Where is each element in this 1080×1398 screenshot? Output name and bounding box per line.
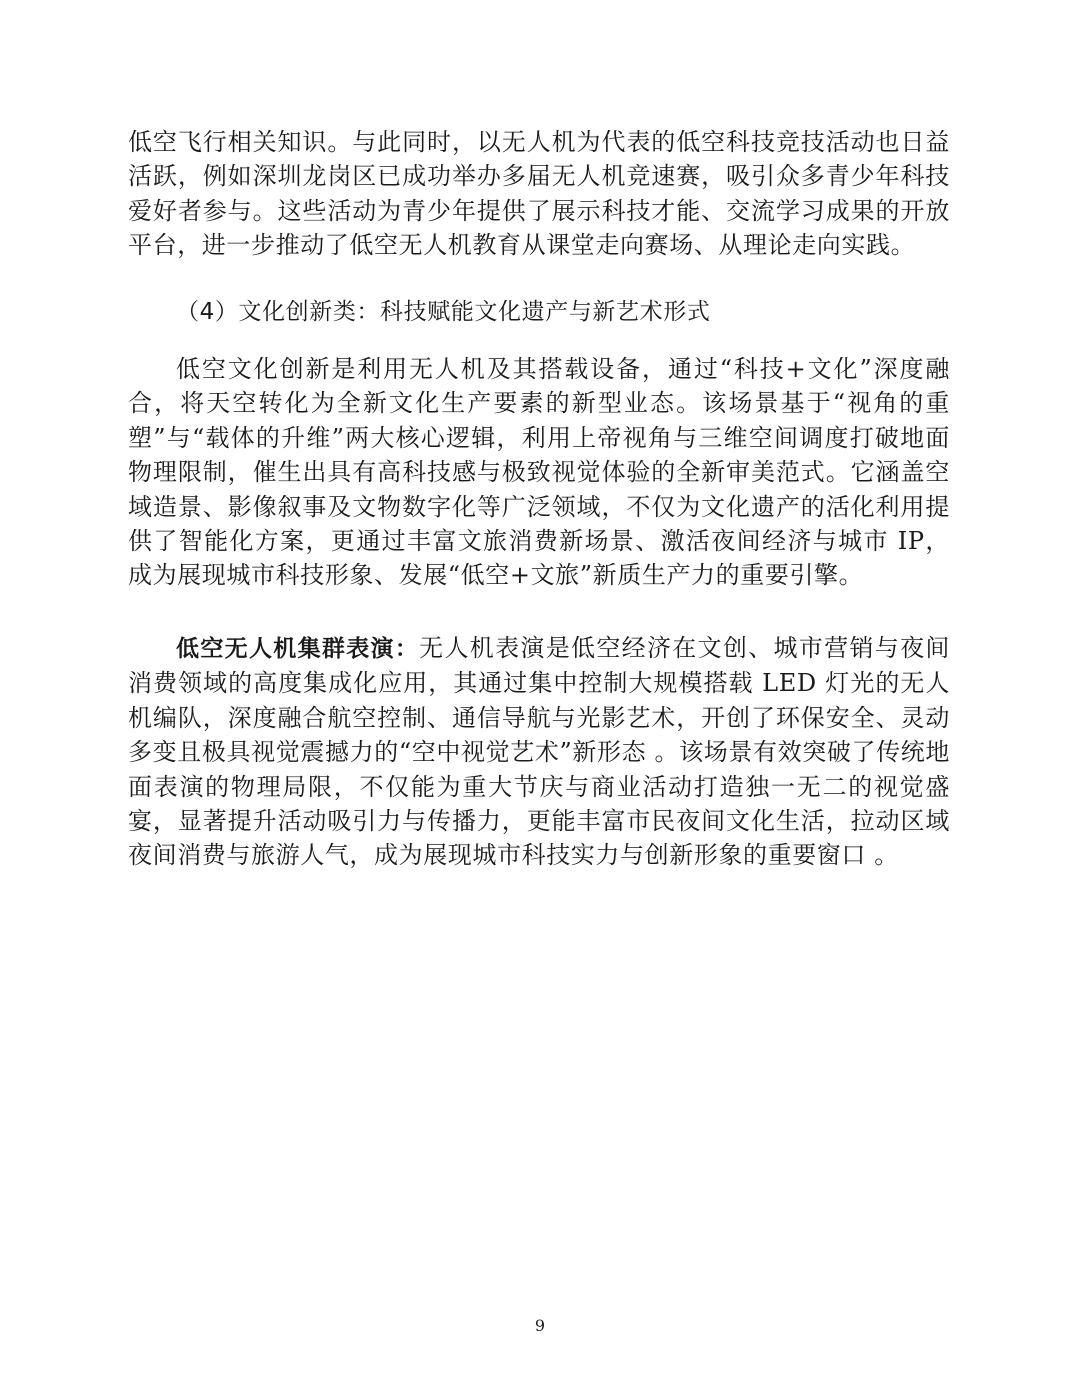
paragraph-low-altitude-education: 低空飞行相关知识。与此同时，以无人机为代表的低空科技竞技活动也日益活跃，例如深圳龙岗区已成功举办多届无人机竞速赛，吸引众多青少年科技爱好者参与。这些活动为青少年提供了展示科技才能、交流学习成果的开放平台，进一步推动了低空无人机教育从课堂走向赛场、从理论走向实践。 (128, 128, 950, 260)
paragraph-drone-show (128, 631, 950, 873)
drone-show-description: 无人机表演是低空经济在文创、城市营销与夜间消费领域的高度集成化应用，其通过集中控制大规模搭载 LED 灯光的无人机编队，深度融合航空控制、通信导航与光影艺术，开创了环保安全、灵动多变且极具视觉震撼力的“空中视觉艺术”新形态 。该场景有效突破了传统地面表演的物理局限，不仅能为重大节庆与商业活动打造独一无二的视觉盛宴，显著提升活动吸引力与传播力，更能丰富市民夜间文化生活，拉动区域夜间消费与旅游人气，成为展现城市科技实力与创新形象的重要窗口 。 (128, 634, 950, 870)
page-number: 9 (534, 1316, 546, 1335)
drone-show-lead-term: 低空无人机集群表演： (176, 636, 420, 662)
paragraph-cultural-innovation: 低空文化创新是利用无人机及其搭载设备，通过“科技+文化”深度融合，将天空转化为全新文化生产要素的新型业态。该场景基于“视角的重塑”与“载体的升维”两大核心逻辑，利用上帝视角与三维空间调度打破地面物理限制，催生出具有高科技感与极致视觉体验的全新审美范式。它涵盖空域造景、影像叙事及文物数字化等广泛领域，不仅为文化遗产的活化利用提供了智能化方案，更通过丰富文旅消费新场景、激活夜间经济与城市 IP，成为展现城市科技形象、发展“低空+文旅”新质生产力的重要引擎。 (128, 355, 950, 590)
section-heading-cultural-innovation: （4）文化创新类：科技赋能文化遗产与新艺术形式 (176, 299, 711, 325)
